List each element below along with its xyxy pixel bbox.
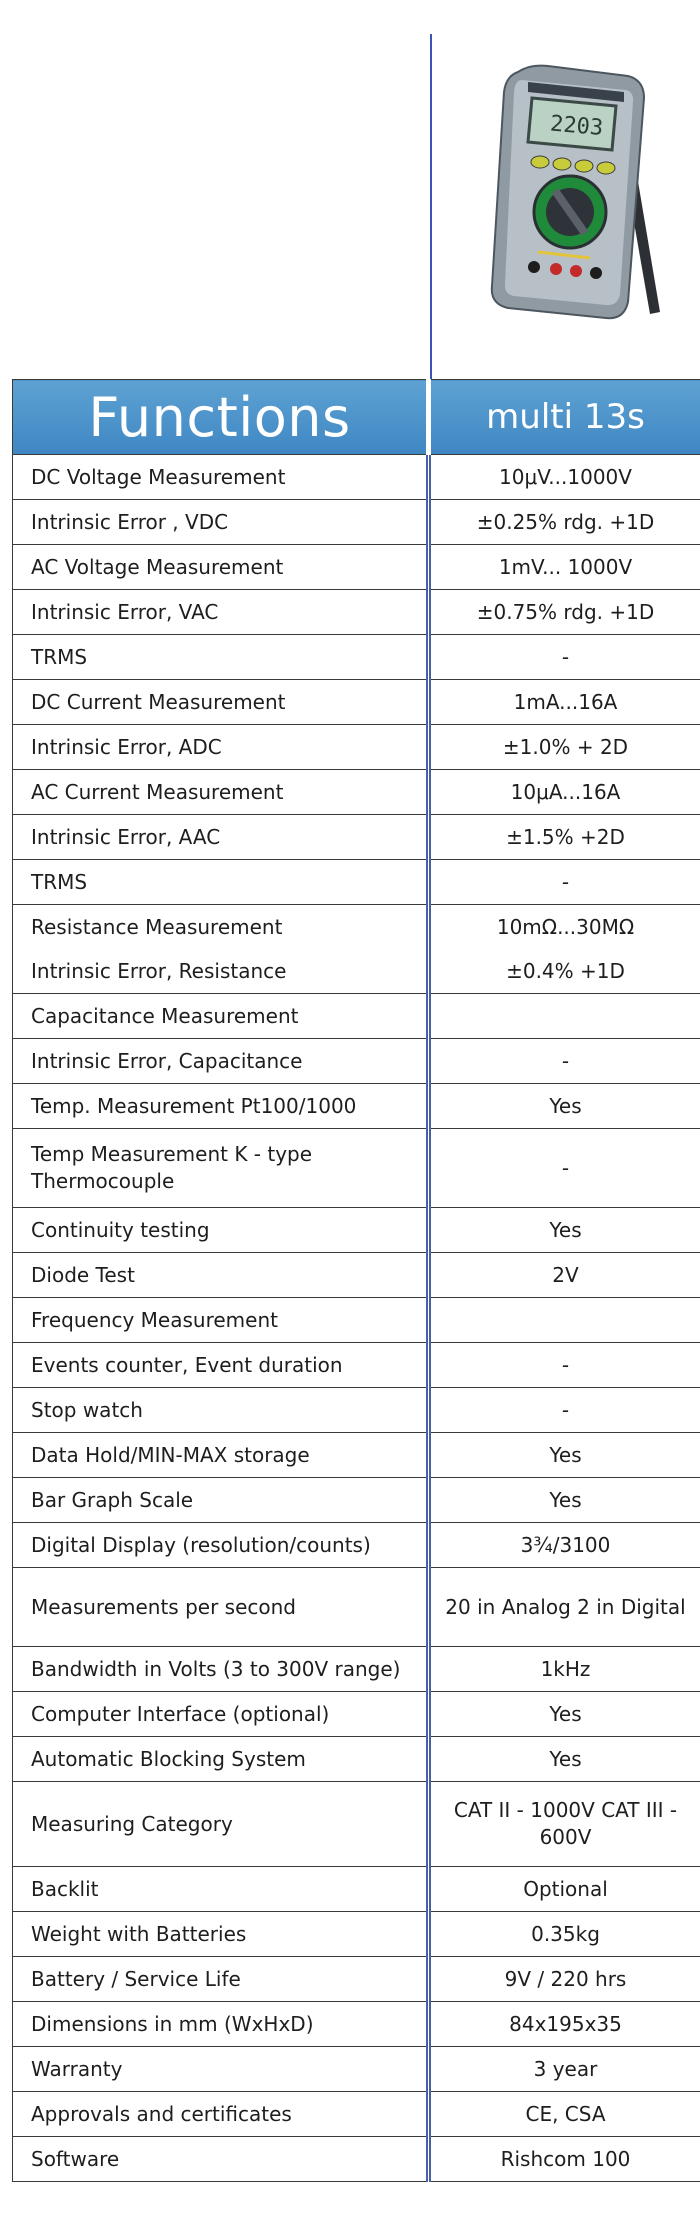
function-label: Frequency Measurement — [13, 1298, 429, 1343]
spec-value: Yes — [429, 1433, 700, 1478]
spec-value: 1mA...16A — [429, 680, 700, 725]
table-row — [13, 815, 700, 860]
table-row — [13, 1253, 700, 1298]
function-label: DC Voltage Measurement — [13, 455, 429, 500]
table-row — [13, 860, 700, 905]
spec-value: - — [429, 860, 700, 905]
spec-value: 9V / 220 hrs — [429, 1957, 700, 2002]
function-label: Intrinsic Error , VDC — [13, 500, 429, 545]
spec-value — [429, 994, 700, 1039]
table-row — [13, 1478, 700, 1523]
table-row — [13, 1298, 700, 1343]
function-label: Intrinsic Error, ADC — [13, 725, 429, 770]
function-label: Dimensions in mm (WxHxD) — [13, 2002, 429, 2047]
table-row — [13, 994, 700, 1039]
table-row — [13, 1039, 700, 1084]
spec-value: - — [429, 635, 700, 680]
function-label: Backlit — [13, 1867, 429, 1912]
table-row — [13, 545, 700, 590]
table-row — [13, 1782, 700, 1867]
spec-value: 10μV...1000V — [429, 455, 700, 500]
table-row — [13, 2047, 700, 2092]
function-label: TRMS — [13, 860, 429, 905]
column-divider-line — [430, 34, 432, 380]
table-row — [13, 725, 700, 770]
function-label: Weight with Batteries — [13, 1912, 429, 1957]
function-label: Data Hold/MIN-MAX storage — [13, 1433, 429, 1478]
table-row — [13, 500, 700, 545]
display-reading: 2203 — [549, 111, 605, 142]
table-row — [13, 1957, 700, 2002]
function-label: DC Current Measurement — [13, 680, 429, 725]
function-label: Capacitance Measurement — [13, 994, 429, 1039]
spec-value: Yes — [429, 1692, 700, 1737]
function-label: Digital Display (resolution/counts) — [13, 1523, 429, 1568]
table-row — [13, 1867, 700, 1912]
spec-value: Yes — [429, 1737, 700, 1782]
function-label: Temp Measurement K - type Thermocouple — [13, 1129, 429, 1208]
spec-value: 3 year — [429, 2047, 700, 2092]
function-label: Stop watch — [13, 1388, 429, 1433]
function-label: Warranty — [13, 2047, 429, 2092]
function-label: Automatic Blocking System — [13, 1737, 429, 1782]
function-label: Intrinsic Error, Capacitance — [13, 1039, 429, 1084]
table-row — [13, 2137, 700, 2182]
table-row — [13, 1737, 700, 1782]
spec-value: 20 in Analog 2 in Digital — [429, 1568, 700, 1647]
spec-value: ±1.5% +2D — [429, 815, 700, 860]
table-row — [13, 590, 700, 635]
table-row — [13, 1433, 700, 1478]
function-label: Battery / Service Life — [13, 1957, 429, 2002]
function-label: TRMS — [13, 635, 429, 680]
spec-value: 1kHz — [429, 1647, 700, 1692]
function-label: Software — [13, 2137, 429, 2182]
spec-value: ±1.0% + 2D — [429, 725, 700, 770]
table-row — [13, 2002, 700, 2047]
spec-value: ±0.75% rdg. +1D — [429, 590, 700, 635]
function-label: AC Current Measurement — [13, 770, 429, 815]
spec-value: - — [429, 1343, 700, 1388]
spec-value: - — [429, 1039, 700, 1084]
function-label: Computer Interface (optional) — [13, 1692, 429, 1737]
spec-table — [12, 379, 700, 2182]
table-row — [13, 1647, 700, 1692]
table-row — [13, 1343, 700, 1388]
function-label: Bar Graph Scale — [13, 1478, 429, 1523]
function-label: Measuring Category — [13, 1782, 429, 1867]
model-header: multi 13s — [429, 380, 700, 455]
table-row — [13, 1692, 700, 1737]
spec-value: - — [429, 1129, 700, 1208]
spec-value: Optional — [429, 1867, 700, 1912]
table-row — [13, 1388, 700, 1433]
function-label: Approvals and certificates — [13, 2092, 429, 2137]
spec-value: ±0.4% +1D — [429, 949, 700, 994]
function-label: Intrinsic Error, Resistance — [13, 949, 429, 994]
spec-value: 1mV... 1000V — [429, 545, 700, 590]
spec-value: Rishcom 100 — [429, 2137, 700, 2182]
spec-value: 0.35kg — [429, 1912, 700, 1957]
table-row — [13, 455, 700, 500]
multimeter-image — [478, 62, 678, 332]
spec-value: Yes — [429, 1478, 700, 1523]
table-row — [13, 949, 700, 994]
function-label: Resistance Measurement — [13, 905, 429, 950]
table-row — [13, 680, 700, 725]
table-row — [13, 1208, 700, 1253]
spec-value: 3¾/3100 — [429, 1523, 700, 1568]
spec-value: CE, CSA — [429, 2092, 700, 2137]
spec-value: CAT II - 1000V CAT III - 600V — [429, 1782, 700, 1867]
table-row — [13, 2092, 700, 2137]
spec-value: 2V — [429, 1253, 700, 1298]
spec-value: 10μA...16A — [429, 770, 700, 815]
spec-value: ±0.25% rdg. +1D — [429, 500, 700, 545]
spec-value: - — [429, 1388, 700, 1433]
table-row — [13, 1912, 700, 1957]
table-row — [13, 635, 700, 680]
function-label: Measurements per second — [13, 1568, 429, 1647]
spec-value — [429, 1298, 700, 1343]
table-row — [13, 905, 700, 950]
spec-value: Yes — [429, 1208, 700, 1253]
spec-value: Yes — [429, 1084, 700, 1129]
function-label: Events counter, Event duration — [13, 1343, 429, 1388]
table-row — [13, 1523, 700, 1568]
function-label: Intrinsic Error, AAC — [13, 815, 429, 860]
function-label: Intrinsic Error, VAC — [13, 590, 429, 635]
table-row — [13, 770, 700, 815]
table-row — [13, 1084, 700, 1129]
function-label: Temp. Measurement Pt100/1000 — [13, 1084, 429, 1129]
function-label: Bandwidth in Volts (3 to 300V range) — [13, 1647, 429, 1692]
table-row — [13, 1568, 700, 1647]
spec-value: 84x195x35 — [429, 2002, 700, 2047]
function-label: Diode Test — [13, 1253, 429, 1298]
table-row — [13, 1129, 700, 1208]
functions-header: Functions — [13, 380, 429, 455]
spec-value: 10mΩ...30MΩ — [429, 905, 700, 950]
function-label: AC Voltage Measurement — [13, 545, 429, 590]
function-label: Continuity testing — [13, 1208, 429, 1253]
